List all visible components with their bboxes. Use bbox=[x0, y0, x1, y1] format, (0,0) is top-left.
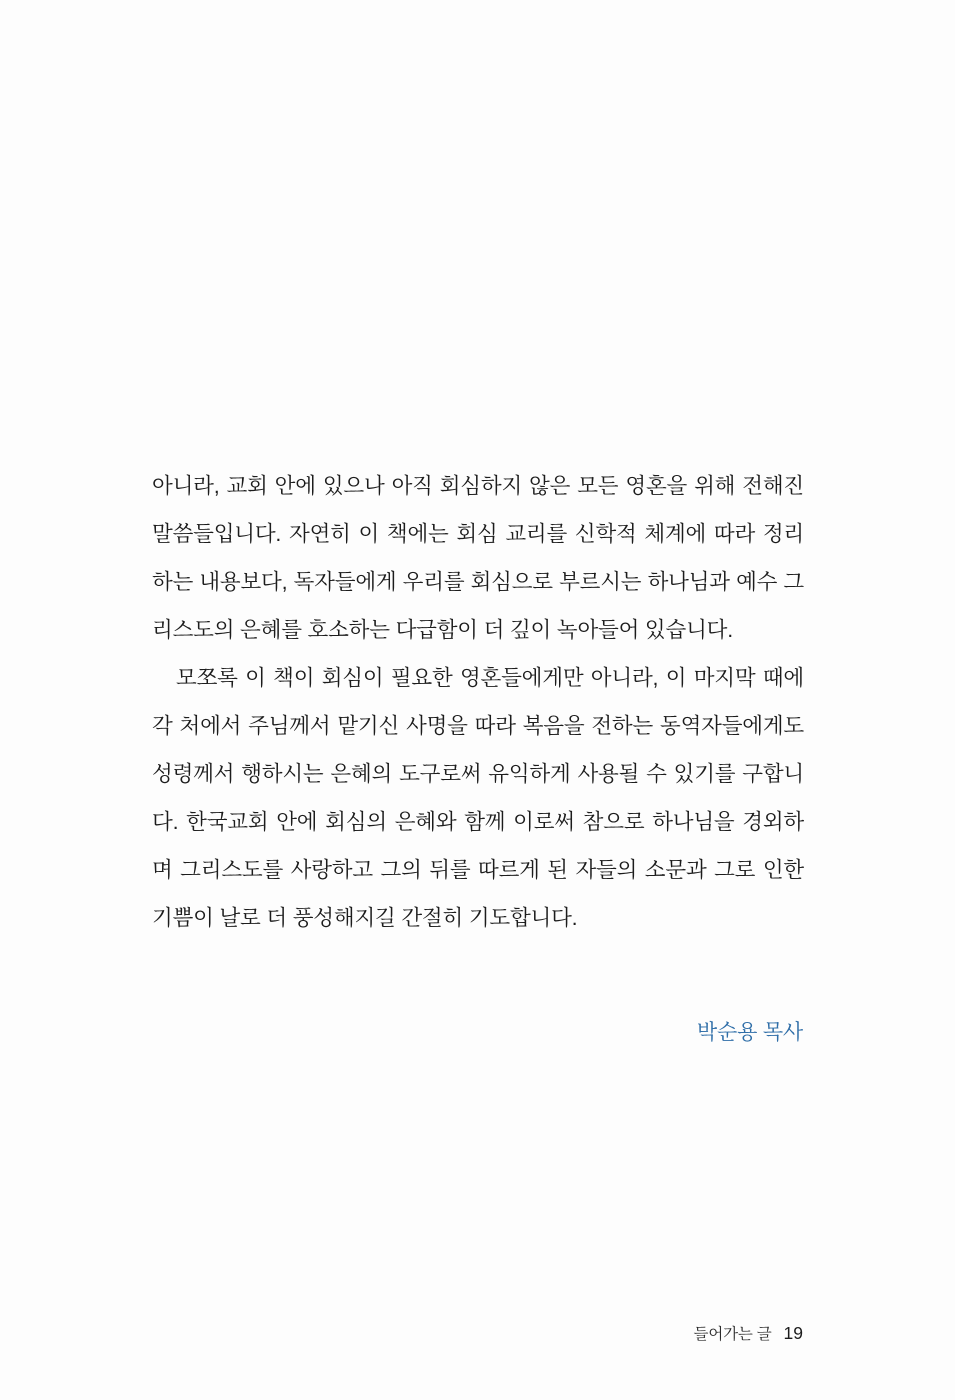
author-signature: 박순용 목사 bbox=[696, 1021, 803, 1044]
page-footer bbox=[694, 1322, 803, 1344]
footer-section-label: 들어가는 글 bbox=[693, 1326, 772, 1343]
footer-page-number: 19 bbox=[783, 1323, 803, 1343]
paragraph-1: 아니라, 교회 안에 있으나 아직 회심하지 않은 모든 영혼을 위해 전해진 말씀들입니다. 자연히 이 책에는 회심 교리를 신학적 체계에 따라 정리하는 내용보다, 독자들에게 우리를 회심으로 부르시는 하나님과 예수 그리스도의 은혜를 호소하는 다급함이 더 깊이 녹아들어 있습니다. bbox=[152, 474, 804, 642]
body-text-block bbox=[152, 462, 804, 942]
paragraph-2: 모쪼록 이 책이 회심이 필요한 영혼들에게만 아니라, 이 마지막 때에 각 처에서 주님께서 맡기신 사명을 따라 복음을 전하는 동역자들에게도 성령께서 행하시는 은혜의 도구로써 유익하게 사용될 수 있기를 구합니다. 한국교회 안에 회심의 은혜와 함께 이로써 참으로 하나님을 경외하며 그리스도를 사랑하고 그의 뒤를 따르게 된 자들의 소문과 그로 인한 기쁨이 날로 더 풍성해지길 간절히 기도합니다. bbox=[152, 666, 804, 930]
